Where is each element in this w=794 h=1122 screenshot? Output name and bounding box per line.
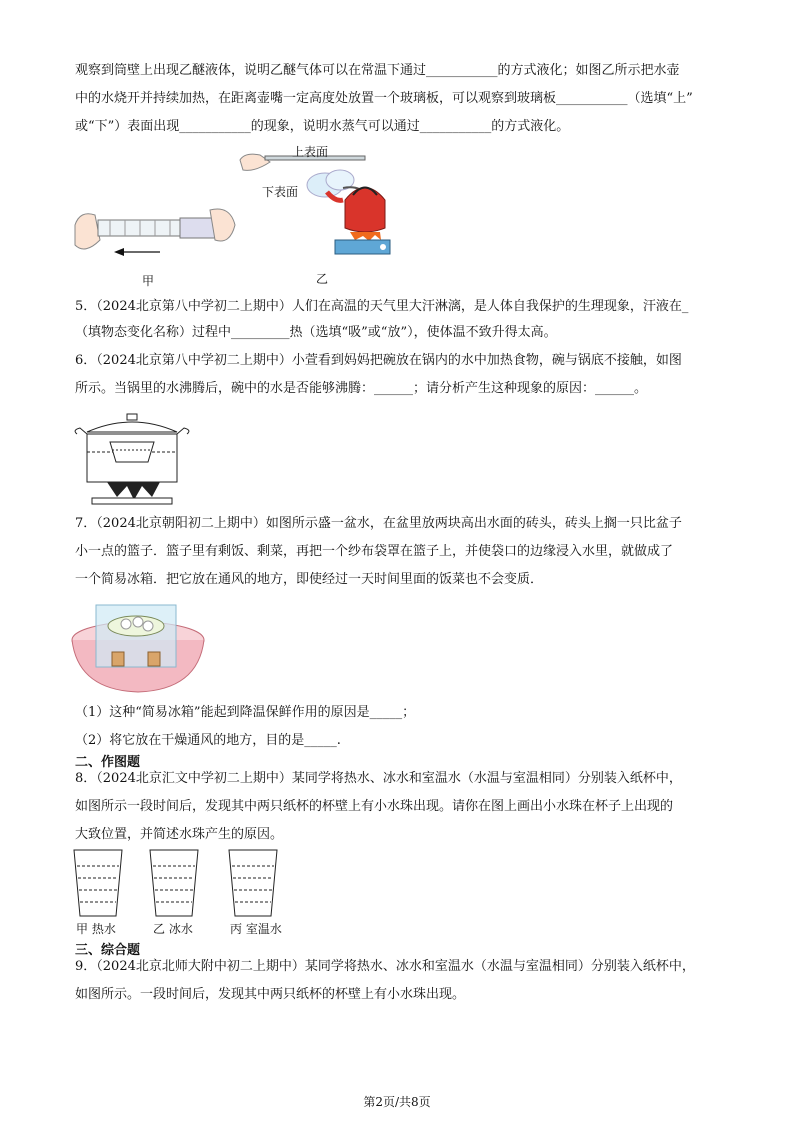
question-8-line: 8．（2024北京汇文中学初二上期中）某同学将热水、冰水和室温水（水温与室温相同）分别装入纸杯中，: [75, 771, 682, 786]
section-heading: 三、综合题: [75, 943, 141, 958]
figure-label-jia: 甲: [142, 274, 155, 288]
question-7-sub-2: （2）将它放在干燥通风的地方，目的是_____.: [75, 733, 341, 748]
cup-label-room: 丙 室温水: [230, 922, 282, 936]
question-7-line: 7．（2024北京朝阳初二上期中）如图所示盛一盆水，在盆里放两块高出水面的砖头，砖头上搁一只比盆子: [75, 516, 682, 531]
figure-label-yi: 乙: [316, 272, 329, 286]
cups-figure: [72, 848, 287, 920]
question-7-sub-1: （1）这种“简易冰箱”能起到降温保鲜作用的原因是_____；: [75, 705, 416, 720]
cup-label-hot: 甲 热水: [76, 922, 116, 936]
question-9-line: 9．（2024北京北师大附中初二上期中）某同学将热水、冰水和室温水（水温与室温相同）分别装入纸杯中，: [75, 959, 695, 974]
cup-label-ice: 乙 冰水: [153, 922, 193, 936]
upper-surface-label: 上表面: [292, 145, 329, 159]
question-5-line: 5．（2024北京第八中学初二上期中）人们在高温的天气里大汗淋漓，是人体自我保护的生理现象，汗液在_: [75, 299, 689, 314]
lower-surface-label: 下表面: [262, 185, 299, 199]
question-6-line: 6．（2024北京第八中学初二上期中）小萱看到妈妈把碗放在锅内的水中加热食物，碗与锅底不接触，如图: [75, 353, 682, 368]
pot-figure: [72, 412, 192, 507]
text-line: 中的水烧开并持续加热，在距离壶嘴一定高度处放置一个玻璃板，可以观察到玻璃板___________（选填“上”: [75, 91, 693, 106]
question-7-line: 小一点的篮子．篮子里有剩饭、剩菜，再把一个纱布袋罩在篮子上，并使袋口的边缘浸入水里，就做成了: [75, 544, 674, 559]
question-9-line: 如图所示。一段时间后，发现其中两只纸杯的杯壁上有小水珠出现。: [75, 987, 466, 1002]
basin-figure: [68, 600, 208, 700]
section-heading: 二、作图题: [75, 755, 141, 770]
text-line: 或“下”）表面出现___________的现象，说明水蒸气可以通过___________的方式液化。: [75, 119, 570, 134]
text-line: 观察到筒壁上出现乙醚液体，说明乙醚气体可以在常温下通过___________的方式液化；如图乙所示把水壶: [75, 63, 680, 78]
question-5-line: （填物态变化名称）过程中_________热（选填“吸”或“放”），使体温不致升得太高。: [75, 325, 557, 340]
syringe-figure: [70, 200, 240, 280]
question-7-line: 一个简易冰箱．把它放在通风的地方，即使经过一天时间里面的饭菜也不会变质．: [75, 572, 544, 587]
question-6-line: 所示。当锅里的水沸腾后，碗中的水是否能够沸腾：______；请分析产生这种现象的原因：______。: [75, 381, 648, 396]
page-footer: 第2页/共8页: [363, 1095, 431, 1109]
question-8-line: 如图所示一段时间后，发现其中两只纸杯的杯壁上有小水珠出现。请你在图上画出小水珠在杯子上出现的: [75, 799, 674, 814]
question-8-line: 大致位置，并简述水珠产生的原因。: [75, 827, 284, 842]
